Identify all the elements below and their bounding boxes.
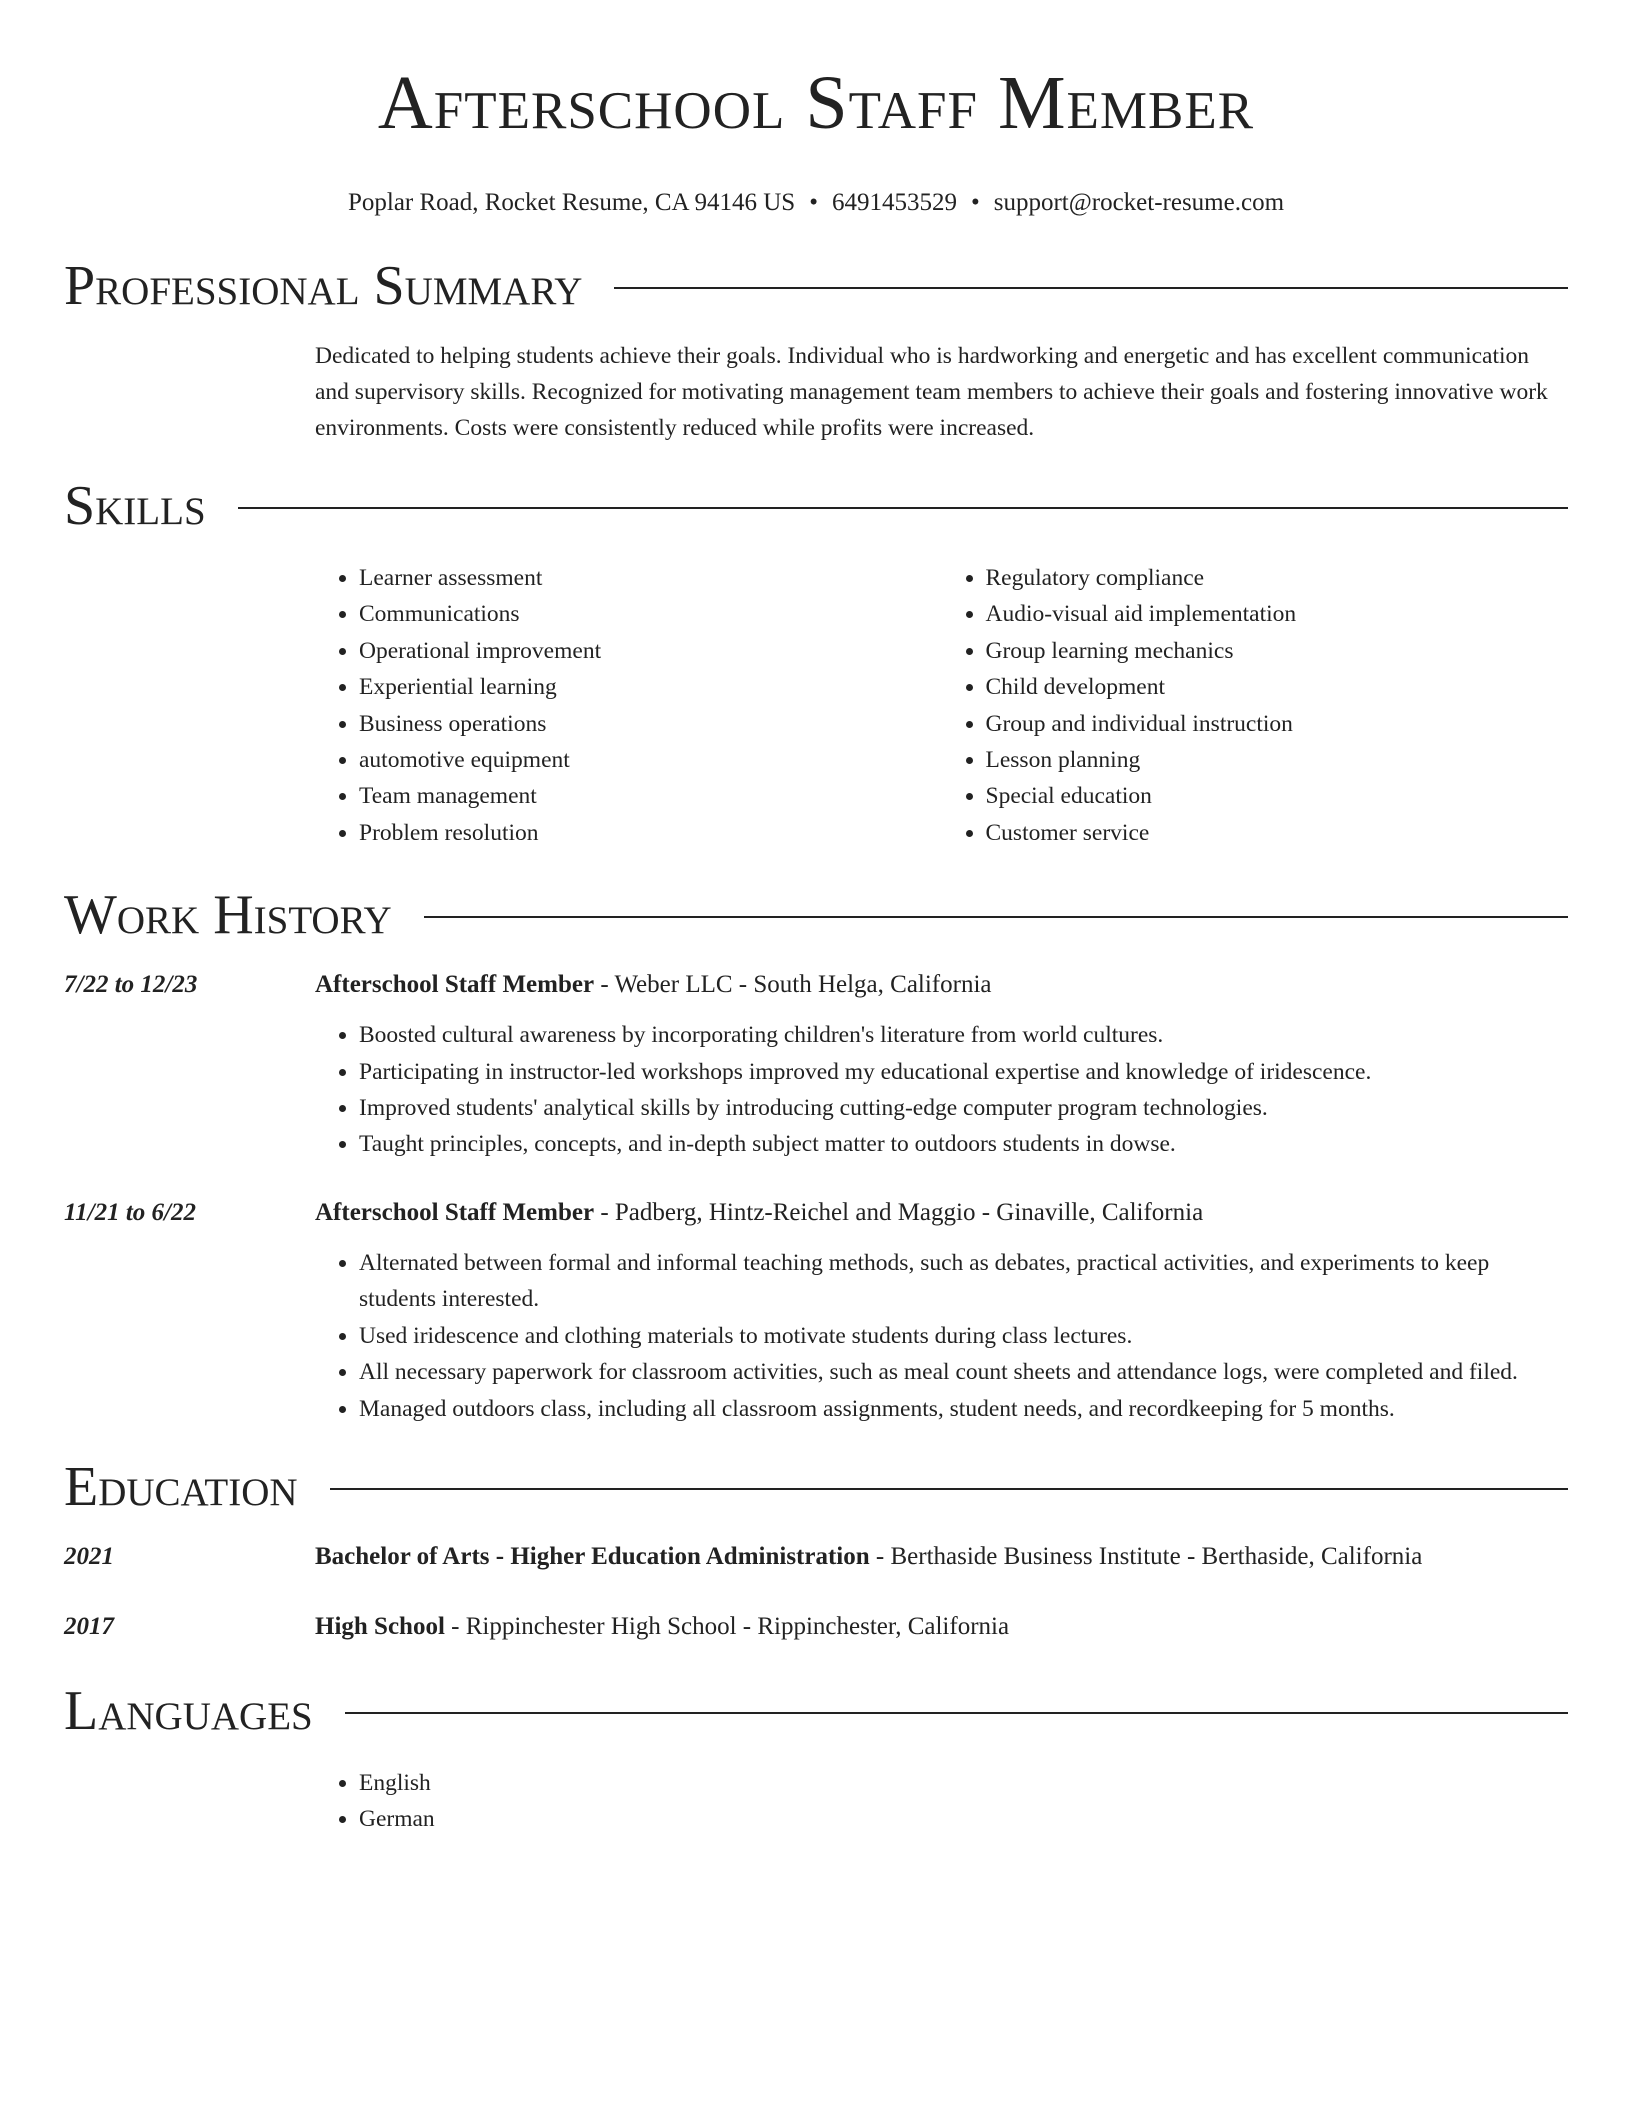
contact-phone: 6491453529 [831, 189, 957, 216]
section-rule [238, 507, 1568, 509]
education-entry [64, 1609, 1568, 1645]
languages-list [315, 1765, 1568, 1838]
education-year: 2017 [64, 1612, 114, 1640]
job-bullet: • Improved students' analytical skills by introducing cutting-edge computer program technologies. [359, 1090, 1568, 1126]
skill-item: • Special education [986, 778, 1569, 814]
skill-item: • Operational improvement [359, 633, 942, 669]
job-date: 7/22 to 12/23 [64, 971, 198, 999]
job-entry [64, 967, 1568, 1003]
skill-item: • Lesson planning [986, 742, 1569, 778]
education-title-line [315, 1609, 1568, 1645]
education-school: - Berthaside Business Institute - Berthaside, California [869, 1542, 1423, 1570]
summary-text: Dedicated to helping students achieve their goals. Individual who is hardworking and energetic and has excellent communication and supervisory skills. Recognized for motivating management team members to achieve their goals and fostering innovative work environments. Costs were consistently reduced while profits were increased. [315, 343, 1548, 441]
language-item: • German [359, 1801, 1568, 1837]
job-date: 11/21 to 6/22 [64, 1198, 196, 1226]
section-header-work [64, 883, 1568, 947]
job-bullets [315, 1017, 1568, 1163]
education-degree: Bachelor of Arts - Higher Education Administration [315, 1542, 870, 1570]
education-year: 2021 [64, 1542, 114, 1570]
section-header-languages [64, 1679, 1568, 1743]
resume-page [64, 0, 1568, 1838]
job-entry [64, 1195, 1568, 1231]
contact-separator: • [970, 189, 980, 216]
section-header-summary [64, 254, 1568, 318]
language-item: • English [359, 1765, 1568, 1801]
job-title-line [315, 1195, 1568, 1231]
section-title-languages: Languages [64, 1679, 313, 1742]
section-title-summary: Professional Summary [64, 255, 583, 317]
section-title-skills: Skills [64, 475, 206, 537]
skill-item: • Regulatory compliance [986, 560, 1569, 596]
job-bullet: • Participating in instructor-led workshops improved my educational expertise and knowledge of iridescence. [359, 1054, 1568, 1090]
section-title-work: Work History [64, 884, 392, 947]
section-rule [424, 916, 1568, 918]
skill-item: • Communications [359, 596, 942, 632]
contact-address: Poplar Road, Rocket Resume, CA 94146 US [347, 189, 796, 216]
section-rule [345, 1712, 1568, 1714]
skill-item: • Business operations [359, 706, 942, 742]
job-bullet: • Used iridescence and clothing materials to motivate students during class lectures. [359, 1318, 1568, 1354]
education-entry [64, 1539, 1568, 1575]
skill-item: • Learner assessment [359, 560, 942, 596]
job-bullets [315, 1245, 1568, 1427]
job-role: Afterschool Staff Member [315, 971, 595, 999]
job-company: - Weber LLC - South Helga, California [594, 971, 992, 999]
job-bullet: • Managed outdoors class, including all classroom assignments, student needs, and recordkeeping for 5 months. [359, 1391, 1568, 1427]
section-rule [614, 287, 1568, 289]
skill-item: • Group learning mechanics [986, 633, 1569, 669]
job-bullet: • Boosted cultural awareness by incorporating children's literature from world cultures. [359, 1017, 1568, 1053]
skill-item: • automotive equipment [359, 742, 942, 778]
skill-item: • Audio-visual aid implementation [986, 596, 1569, 632]
skill-item: • Group and individual instruction [986, 706, 1569, 742]
skill-item: • Team management [359, 778, 942, 814]
skill-item: • Child development [986, 669, 1569, 705]
section-rule [330, 1488, 1568, 1490]
section-header-skills [64, 474, 1568, 538]
job-company: - Padberg, Hintz-Reichel and Maggio - Ginaville, California [594, 1198, 1204, 1226]
contact-email: support@rocket-resume.com [993, 189, 1285, 216]
skill-item: • Customer service [986, 815, 1569, 851]
skills-list-right [942, 560, 1569, 851]
contact-line [64, 188, 1568, 218]
education-title-line [315, 1539, 1568, 1575]
skills-list-left [315, 560, 942, 851]
job-title-line [315, 967, 1568, 1003]
job-bullet: • Alternated between formal and informal teaching methods, such as debates, practical activities, and experiments to keep students interested. [359, 1245, 1568, 1318]
section-title-education: Education [64, 1455, 298, 1518]
job-bullet: • All necessary paperwork for classroom activities, such as meal count sheets and attendance logs, were completed and filed. [359, 1354, 1568, 1390]
skill-item: • Problem resolution [359, 815, 942, 851]
skills-columns [315, 560, 1568, 851]
education-degree: High School [315, 1612, 445, 1640]
job-role: Afterschool Staff Member [315, 1198, 595, 1226]
education-school: - Rippinchester High School - Rippinchester, California [444, 1612, 1010, 1640]
contact-separator: • [809, 189, 818, 216]
job-bullet: • Taught principles, concepts, and in-depth subject matter to outdoors students in dowse. [359, 1126, 1568, 1162]
candidate-name: Afterschool Staff Member [377, 61, 1255, 145]
skill-item: • Experiential learning [359, 669, 942, 705]
section-header-education [64, 1455, 1568, 1519]
